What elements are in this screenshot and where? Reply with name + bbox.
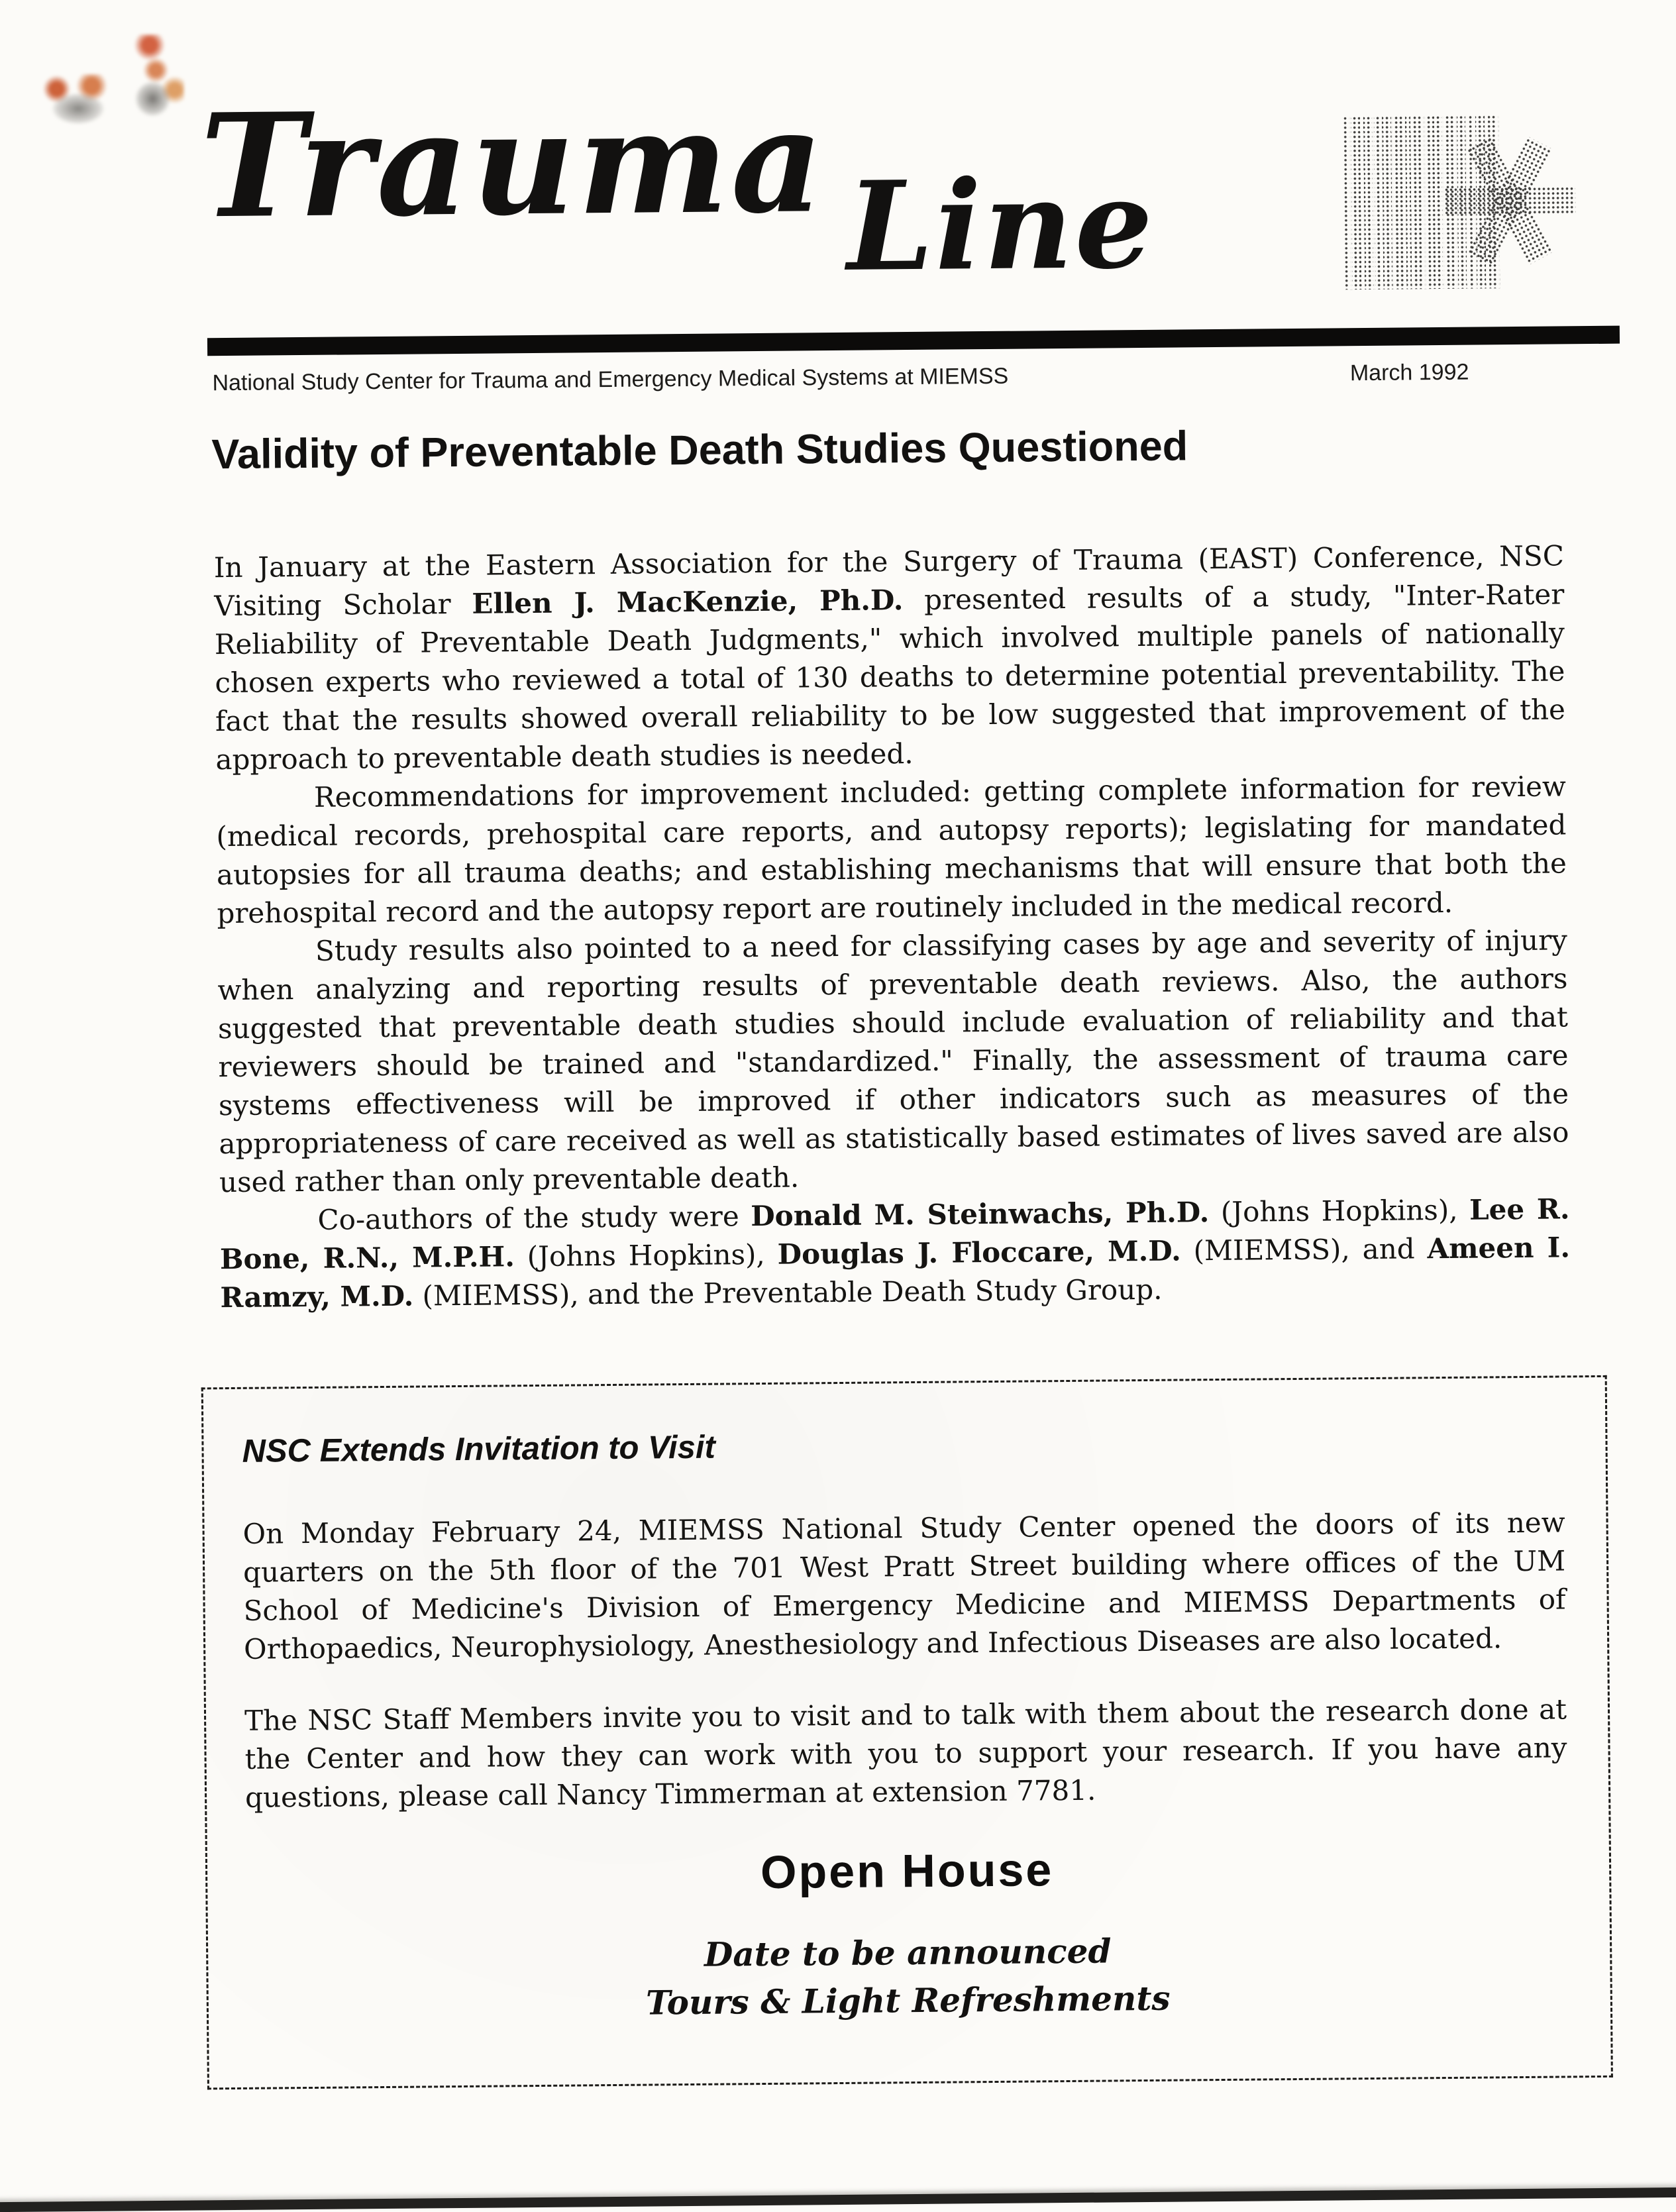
star-of-life-halftone-logo-icon	[1343, 115, 1551, 290]
issue-info-row	[212, 358, 1620, 397]
open-house-details	[246, 1923, 1569, 2030]
invitation-heading: NSC Extends Invitation to Visit	[242, 1429, 715, 1469]
scan-edge-bar	[0, 2187, 1676, 2212]
issue-date: March 1992	[1349, 359, 1469, 386]
article-paragraph-2: Recommendations for improvement included: getting complete information for review (medical records, prehospital care reports, and autopsy reports); legislating for mandated autopsies for all trauma deaths; and establishing mechanisms that will ensure that both the prehospital record and the autopsy report are routinely included in the medical record.	[216, 770, 1567, 930]
org-line: National Study Center for Trauma and Emergency Medical Systems at MIEMSS	[212, 363, 1009, 396]
masthead-rule	[207, 326, 1620, 356]
article-headline: Validity of Preventable Death Studies Questioned	[211, 423, 1188, 478]
open-house-title: Open House	[760, 1844, 1054, 1899]
invitation-paragraph-2: The NSC Staff Members invite you to visit and to talk with them about the research done at the Center and how they can work with you to support your research. If you have any questions, please call Nancy Timmerman at extension 7781.	[244, 1693, 1567, 1814]
open-house-refreshments-line: Tours & Light Refreshments	[645, 1978, 1171, 2023]
article-paragraph-3: Study results also pointed to a need for classifying cases by age and severity of injury when analyzing and reporting results of preventable death reviews. Also, the authors suggested that preventable death studies should include evaluation of reliability and that reviewers should be trained and "standardized." Finally, the assessment of trauma care systems effectiveness will be improved if other indicators such as measures of the appropriateness of care received as well as statistically based estimates of lives saved are also used rather than only preventable death.	[217, 923, 1569, 1199]
article-body	[214, 537, 1571, 1317]
article-paragraph-4: Co-authors of the study were Donald M. Steinwachs, Ph.D. (Johns Hopkins), Lee R. Bone, R.N., M.P.H. (Johns Hopkins), Douglas J. Floccare, M.D. (MIEMSS), and Ameen I. Ramzy, M.D. (MIEMSS), and the Preventable Death Study Group.	[219, 1192, 1571, 1314]
masthead-title-line: Line	[846, 151, 1155, 299]
article-paragraph-1: In January at the Eastern Association for the Surgery of Trauma (EAST) Conference, NSC Visiting Scholar Ellen J. MacKenzie, Ph.D. presented results of a study, "Inter-Rater Reliability of Preventable Death Judgments," which involved multiple panels of nationally chosen experts who reviewed a total of 130 deaths to determine potential preventability. The fact that the results showed overall reliability to be low suggested that improvement of the approach to preventable death studies is needed.	[213, 539, 1566, 776]
masthead-title-trauma: Trauma	[199, 77, 827, 250]
invitation-paragraph-1: On Monday February 24, MIEMSS National Study Center opened the doors of its new quarters on the 5th floor of the 701 West Pratt Street building where offices of the UM School of Medicine's Division of Emergency Medicine and MIEMSS Departments of Orthopaedics, Neurophysiology, Anesthesiology and Infectious Diseases are also located.	[242, 1506, 1566, 1665]
invitation-box	[201, 1375, 1613, 2089]
star-of-life-icon	[1443, 134, 1576, 268]
open-house-date-line: Date to be announced	[704, 1931, 1112, 1974]
